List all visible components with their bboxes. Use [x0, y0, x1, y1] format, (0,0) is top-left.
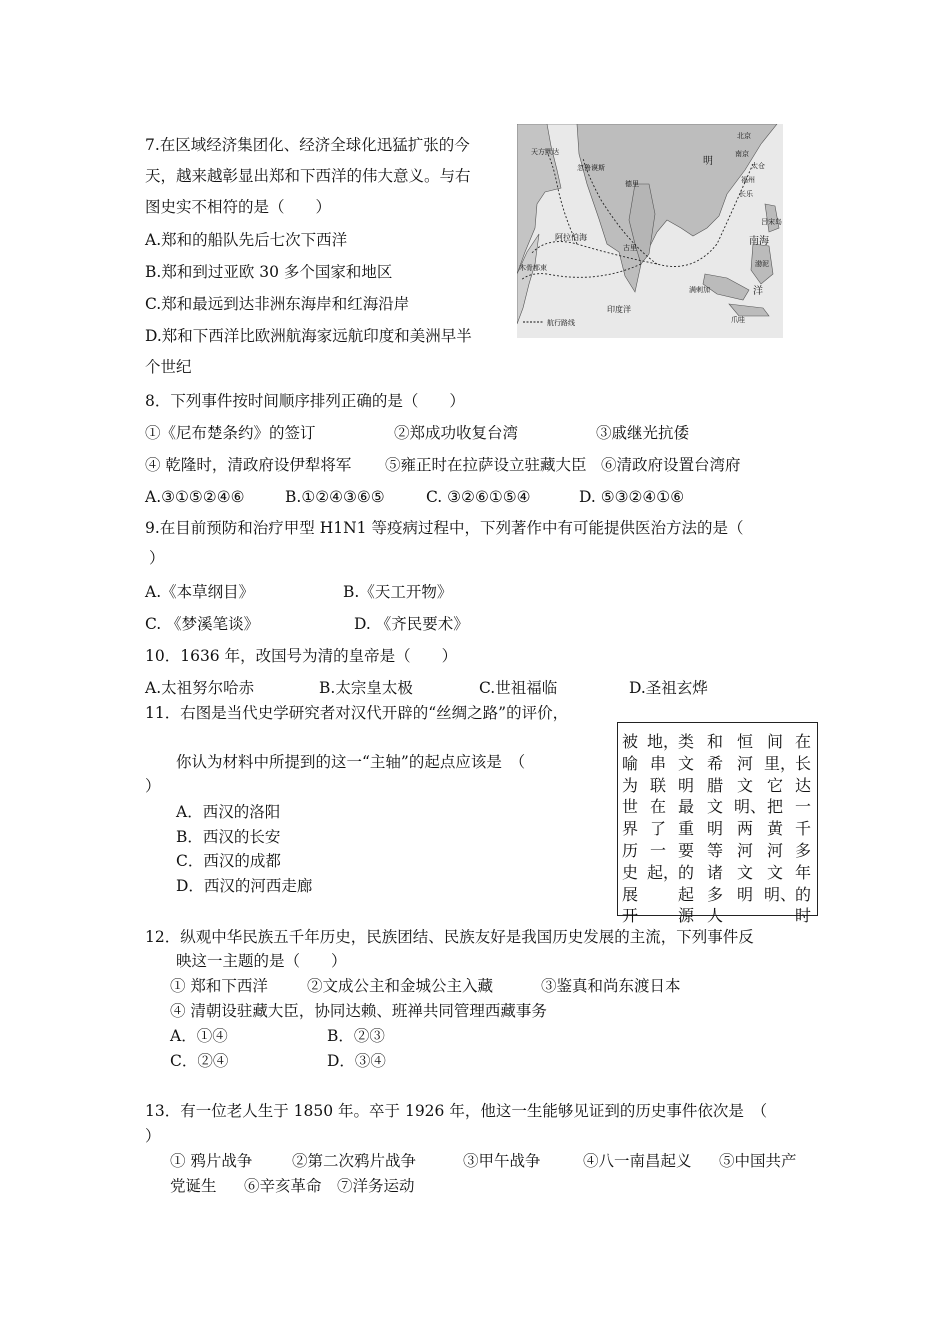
q9-stem-line-1: 9.在目前预防和治疗甲型 H1N1 等疫病过程中，下列著作中有可能提供医治方法的是（ [145, 519, 744, 537]
map-label-ming: 明 [703, 156, 713, 167]
quote-column-1: 在长达一千多年的时 [794, 732, 811, 926]
svg-text:满剌加 [689, 285, 710, 294]
q8-event-1: ①《尼布楚条约》的签订 [145, 424, 316, 442]
map-label-mogadishu: 木骨都束 [519, 264, 547, 272]
svg-text:南海 [749, 234, 769, 247]
q13-event-5: ⑤中国共产 [719, 1152, 797, 1170]
q13-stem-line-1: 13．有一位老人生于 1850 年。卒于 1926 年，他这一生能够见证到的历史事件依次是 （ [145, 1102, 768, 1120]
q7-stem-line-1: 7.在区域经济集团化、经济全球化迅猛扩张的今 [145, 136, 470, 154]
q13-event-2: ②第二次鸦片战争 [292, 1152, 417, 1170]
silk-road-quote-box [617, 722, 818, 926]
svg-text:木骨都束 [519, 263, 547, 272]
q8-event-5: ⑤雍正时在拉萨设立驻藏大臣 [385, 456, 587, 474]
q9-option-b: B.《天工开物》 [343, 583, 453, 601]
q10-option-c: C.世祖福临 [479, 679, 558, 697]
map-label-ocean-right: 洋 [753, 286, 763, 297]
svg-text:洋 [753, 284, 763, 297]
q11-stem-line-1: 11．右图是当代史学研究者对汉代开辟的“丝绸之路”的评价， [145, 704, 569, 722]
svg-text:北京 [737, 131, 751, 140]
q8-event-3: ③戚继光抗倭 [596, 424, 690, 442]
svg-text:福州 [741, 175, 755, 184]
svg-text:天方默达 [531, 147, 559, 156]
svg-text:南京 [735, 149, 749, 158]
q7-stem-line-3: 图史实不相符的是（ ） [145, 198, 332, 216]
map-label-taicang: 太仓 [751, 162, 765, 170]
quote-column-3: 恒河文明、两河文明 [734, 732, 767, 904]
map-label-fuzhou: 福州 [741, 176, 755, 184]
svg-text:太仓 [751, 161, 765, 170]
svg-text:阿拉伯海 [555, 232, 587, 242]
svg-text:古里 [623, 243, 637, 252]
q13-event-3: ③甲午战争 [463, 1152, 541, 1170]
q8-event-6: ⑥清政府设置台湾府 [601, 456, 741, 474]
q13-event-1: ① 鸦片战争 [170, 1152, 253, 1170]
map-legend-label: 航行路线 [547, 319, 575, 327]
quote-column-7: 被喻为世界历史展开 [621, 732, 638, 926]
q12-stem-line-2: 映这一主题的是（ ） [176, 952, 347, 970]
map-label-beijing: 北京 [737, 132, 751, 140]
svg-text:爪哇 [731, 315, 745, 324]
q7-option-a: A.郑和的船队先后七次下西洋 [145, 231, 348, 249]
q9-option-d: D. 《齐民要术》 [354, 615, 469, 633]
svg-text:长乐 [739, 190, 754, 198]
q11-option-b: B．西汉的长安 [176, 828, 281, 846]
q12-item-3: ③鉴真和尚东渡日本 [541, 977, 681, 995]
q12-item-4: ④ 清朝设驻藏大臣，协同达赖、班禅共同管理西藏事务 [170, 1002, 547, 1020]
map-label-dafang: 天方默达 [531, 148, 559, 156]
q8-stem: 8．下列事件按时间顺序排列正确的是（ ） [145, 392, 465, 410]
q8-option-c: C. ③②⑥①⑤④ [426, 488, 531, 506]
q9-option-a: A.《本草纲目》 [145, 583, 255, 601]
q9-stem-line-2: ） [149, 549, 165, 567]
map-label-java: 爪哇 [731, 316, 745, 324]
svg-text:德里 [625, 179, 639, 188]
map-label-boni: 渤泥 [755, 260, 769, 268]
q8-event-4: ④ 乾隆时，清政府设伊犁将军 [145, 456, 352, 474]
q8-option-a: A.③①⑤②④⑥ [145, 488, 245, 506]
map-label-deli: 德里 [625, 180, 639, 188]
q8-option-b: B.①②④③⑥⑤ [285, 488, 385, 506]
map-label-indian-ocean: 印度洋 [607, 305, 631, 314]
map-graphic [517, 124, 783, 338]
map-label-malacca: 满剌加 [689, 286, 710, 294]
q12-option-a: A．①④ [170, 1027, 228, 1045]
map-label-luzon: 吕宋岛 [761, 218, 782, 226]
q7-option-c: C.郑和最远到达非洲东海岸和红海沿岸 [145, 295, 410, 313]
quote-column-4: 和希腊文明等诸多人 [706, 732, 723, 926]
q8-option-d: D. ⑤③②④①⑥ [579, 488, 685, 506]
q12-option-b: B．②③ [327, 1027, 385, 1045]
svg-text:吕宋岛 [761, 217, 782, 226]
q13-stem-line-2: ） [145, 1127, 161, 1145]
svg-text:航行路线 [547, 318, 575, 327]
q13-event-6: ⑥辛亥革命 [244, 1177, 322, 1195]
map-label-south-sea: 南海 [749, 236, 769, 247]
q13-event-7: ⑦洋务运动 [337, 1177, 415, 1195]
q11-option-d: D．西汉的河西走廊 [176, 877, 313, 895]
q12-stem-line-1: 12．纵观中华民族五千年历史，民族团结、民族友好是我国历史发展的主流，下列事件反 [145, 928, 754, 946]
zhenghe-voyage-map [517, 124, 783, 338]
svg-text:印度洋 [607, 304, 631, 314]
q8-event-2: ②郑成功收复台湾 [394, 424, 519, 442]
svg-text:明 [703, 155, 713, 167]
q12-option-d: D．③④ [327, 1052, 386, 1070]
q12-option-c: C．②④ [170, 1052, 229, 1070]
q7-option-b: B.郑和到过亚欧 30 多个国家和地区 [145, 263, 393, 281]
q10-stem: 10．1636 年，改国号为清的皇帝是（ ） [145, 647, 458, 665]
map-label-changle: 长乐 [739, 190, 753, 198]
q11-stem-line-3: ） [145, 777, 161, 795]
q7-stem-line-2: 天，越来越彰显出郑和下西洋的伟大意义。与右 [145, 167, 471, 185]
q13-event-4: ④八一南昌起义 [583, 1152, 692, 1170]
quote-column-2: 间里，它把黄河文明、 [764, 732, 797, 904]
q12-item-1: ① 郑和下西洋 [170, 977, 268, 995]
q12-item-2: ②文成公主和金城公主入藏 [307, 977, 494, 995]
q13-event-5-cont: 党诞生 [170, 1177, 217, 1195]
svg-text:忽鲁谟斯 [577, 163, 605, 172]
q10-option-d: D.圣祖玄烨 [629, 679, 708, 697]
map-label-guli: 古里 [623, 244, 637, 252]
svg-text:渤泥 [755, 259, 769, 268]
quote-column-5: 类文明最重要的起源 [677, 732, 694, 926]
q11-option-a: A．西汉的洛阳 [176, 803, 281, 821]
q11-stem-line-2: 你认为材料中所提到的这一“主轴”的起点应该是 （ [176, 753, 526, 771]
q9-option-c: C. 《梦溪笔谈》 [145, 615, 260, 633]
q10-option-a: A.太祖努尔哈赤 [145, 679, 255, 697]
q10-option-b: B.太宗皇太极 [319, 679, 413, 697]
q7-option-d: D.郑和下西洋比欧洲航海家远航印度和美洲早半 [145, 327, 472, 345]
map-label-arabian-sea: 阿拉伯海 [555, 233, 587, 242]
q11-option-c: C．西汉的成都 [176, 852, 281, 870]
map-label-hormuz: 忽鲁谟斯 [577, 164, 605, 172]
quote-column-6: 地，串联在了一起， [647, 732, 680, 882]
q7-option-d-cont: 个世纪 [145, 358, 192, 376]
map-label-nanjing: 南京 [735, 150, 749, 158]
